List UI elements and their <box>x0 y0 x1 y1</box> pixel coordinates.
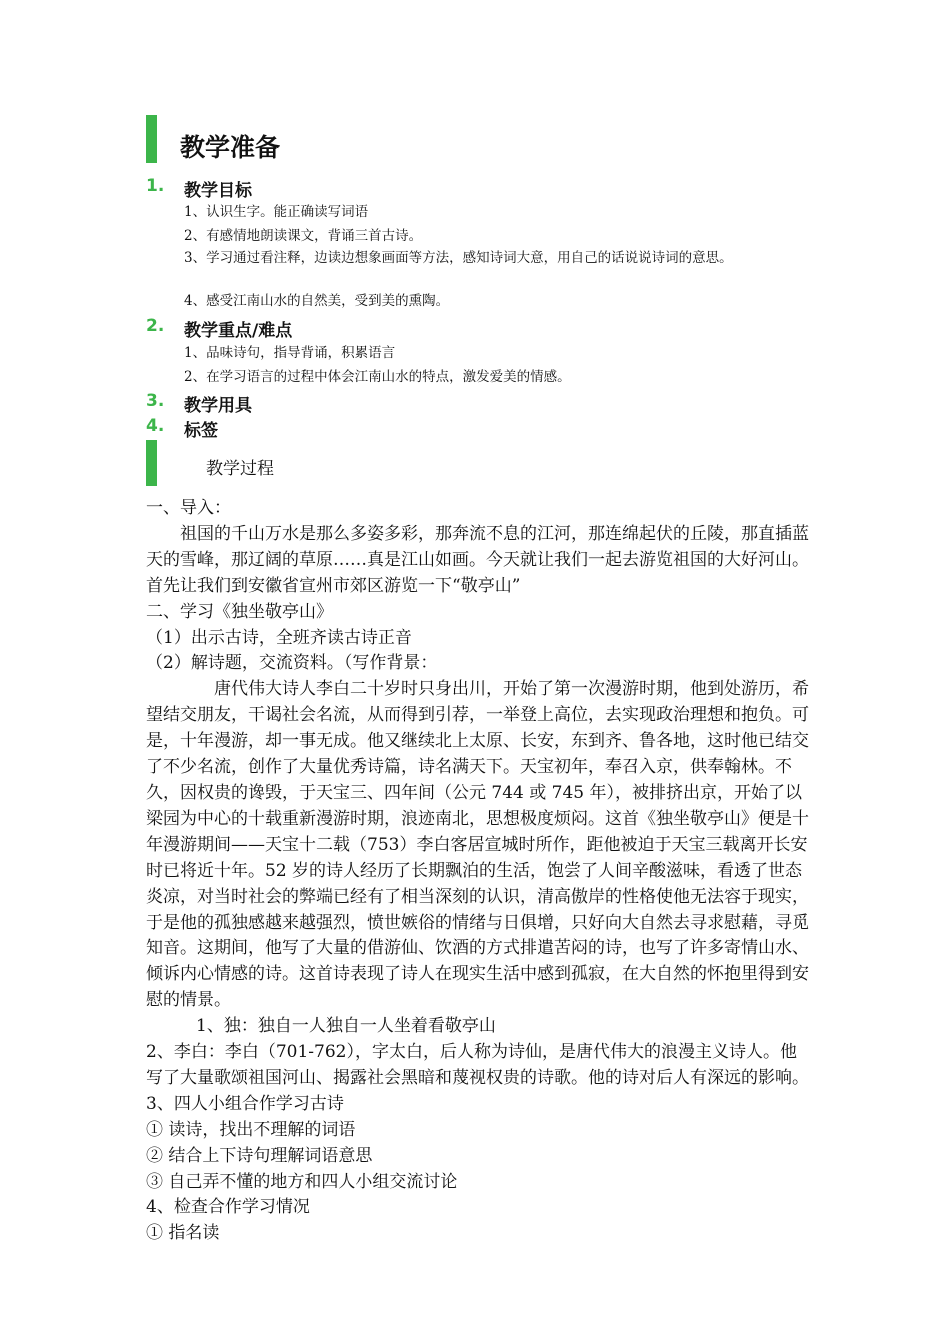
process-list-item: ③ 自己弄不懂的地方和四人小组交流讨论 <box>146 1171 458 1192</box>
objective-line: 1、认识生字。能正确读写词语 <box>184 204 369 220</box>
process-list-item: ① 读诗，找出不理解的词语 <box>146 1119 356 1140</box>
section-title-process: 教学过程 <box>206 459 274 479</box>
process-line: 1、独：独自一人独自一人坐着看敬亭山 <box>196 1016 496 1037</box>
subheading-tools: 教学用具 <box>184 396 252 416</box>
process-paragraph: 唐代伟大诗人李白二十岁时只身出川，开始了第一次漫游时期，他到处游历，希望结交朋友，干谒社会名流，从而得到引荐，一举登上高位，去实现政治理想和抱负。可是，十年漫游，却一事无成。他又继续北上太原、长安，东到齐、鲁各地，这时他已结交了不少名流，创作了大量优秀诗篇，诗名满天下。天宝初年，奉召入京，供奉翰林。不久，因权贵的谗毁，于天宝三、四年间（公元 744 或 745 年），被排挤出京，开始了以梁园为中心的十载重新漫游时期，浪迹南北，思想极度烦闷。这首《独坐敬亭山》便是十年漫游期间——天宝十二载（753）李白客居宣城时所作，距他被迫于天宝三载离开长安时已将近十年。52 岁的诗人经历了长期飘泊的生活，饱尝了人间辛酸滋味，看透了世态炎凉，对当时社会的弊端已经有了相当深刻的认识，清高傲岸的性格使他无法容于现实，于是他的孤独感越来越强烈，愤世嫉俗的情绪与日俱增，只好向大自然去寻求慰藉，寻觅知音。这期间，他写了大量的借游仙、饮酒的方式排遣苦闷的诗，也写了许多寄情山水、倾诉内心情感的诗。这首诗表现了诗人在现实生活中感到孤寂，在大自然的怀抱里得到安慰的情景。 <box>146 679 809 1011</box>
process-line: （1）出示古诗，全班齐读古诗正音 <box>146 627 412 648</box>
process-paragraph: 2、李白：李白（701-762），字太白，后人称为诗仙，是唐代伟大的浪漫主义诗人。他写了大量歌颂祖国河山、揭露社会黑暗和蔑视权贵的诗歌。他的诗对后人有深远的影响。 <box>146 1042 809 1088</box>
process-list-item: ② 结合上下诗句理解词语意思 <box>146 1145 373 1166</box>
process-body <box>146 496 812 1247</box>
objective-line: 3、学习通过看注释，边读边想象画面等方法，感知诗词大意，用自己的话说说诗词的意思。 <box>184 250 733 266</box>
objective-line: 2、有感情地朗读课文，背诵三首古诗。 <box>184 228 423 244</box>
key-point-line: 2、在学习语言的过程中体会江南山水的特点，激发爱美的情感。 <box>184 369 571 385</box>
item-number: 3. <box>146 391 165 411</box>
process-paragraph: 祖国的千山万水是那么多姿多彩，那奔流不息的江河，那连绵起伏的丘陵，那直插蓝天的雪峰，那辽阔的草原……真是江山如画。今天就让我们一起去游览祖国的大好河山。首先让我们到安徽省宣州市郊区游览一下“敬亭山” <box>146 523 809 596</box>
section-title-prep: 教学准备 <box>180 133 281 162</box>
process-line: 一、导入： <box>146 498 231 518</box>
process-line: 3、四人小组合作学习古诗 <box>146 1093 344 1114</box>
item-number: 1. <box>146 176 165 196</box>
process-line: 4、检查合作学习情况 <box>146 1197 310 1218</box>
subheading-tags: 标签 <box>184 421 218 441</box>
subheading-objectives: 教学目标 <box>184 181 252 201</box>
heading-accent-bar <box>146 115 157 163</box>
heading-accent-bar <box>146 440 157 486</box>
process-list-item: ① 指名读 <box>146 1223 220 1244</box>
item-number: 2. <box>146 316 165 336</box>
process-line: （2）解诗题，交流资料。（写作背景： <box>146 653 438 674</box>
key-point-line: 1、品味诗句，指导背诵，积累语言 <box>184 345 396 361</box>
subheading-key-points: 教学重点/难点 <box>184 321 293 341</box>
objective-line: 4、感受江南山水的自然美，受到美的熏陶。 <box>184 293 450 309</box>
process-line: 二、学习《独坐敬亭山》 <box>146 601 333 622</box>
item-number: 4. <box>146 416 165 436</box>
